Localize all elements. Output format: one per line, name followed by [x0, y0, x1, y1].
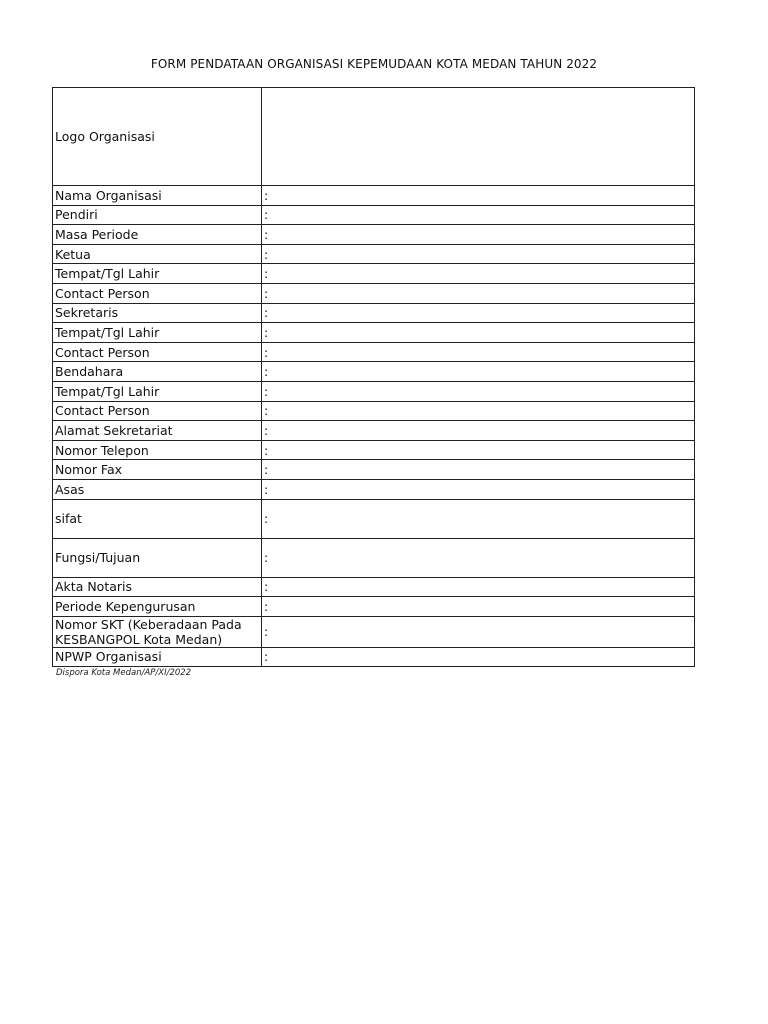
row-value-field[interactable]: :	[262, 460, 695, 480]
row-value-field[interactable]: :	[262, 362, 695, 382]
row-label: Nomor Fax	[53, 460, 262, 480]
table-row	[53, 186, 695, 206]
row-value-field[interactable]: :	[262, 421, 695, 441]
row-label: NPWP Organisasi	[53, 647, 262, 667]
row-label: Contact Person	[53, 283, 262, 303]
form-title: FORM PENDATAAN ORGANISASI KEPEMUDAAN KOTA MEDAN TAHUN 2022	[150, 57, 598, 71]
row-label: Sekretaris	[53, 303, 262, 323]
row-label: Periode Kepengurusan	[53, 597, 262, 617]
table-row	[53, 323, 695, 343]
table-row	[53, 283, 695, 303]
row-value-field[interactable]: :	[262, 401, 695, 421]
row-label: Fungsi/Tujuan	[53, 538, 262, 577]
row-label: sifat	[53, 499, 262, 538]
row-value-field[interactable]: :	[262, 440, 695, 460]
row-label: Akta Notaris	[53, 577, 262, 597]
table-row	[53, 479, 695, 499]
row-label: Bendahara	[53, 362, 262, 382]
table-row	[53, 577, 695, 597]
organization-form-table	[52, 87, 695, 667]
row-label: Tempat/Tgl Lahir	[53, 264, 262, 284]
row-label: Nomor SKT (Keberadaan Pada KESBANGPOL Kota Medan)	[53, 616, 262, 647]
row-value-field[interactable]: :	[262, 303, 695, 323]
row-value-field[interactable]: :	[262, 616, 695, 647]
row-value-field[interactable]: :	[262, 499, 695, 538]
row-label: Nama Organisasi	[53, 186, 262, 206]
row-value-field[interactable]: :	[262, 538, 695, 577]
row-value-field[interactable]: :	[262, 342, 695, 362]
row-label: Contact Person	[53, 401, 262, 421]
table-row	[53, 362, 695, 382]
row-label: Logo Organisasi	[53, 88, 262, 186]
row-label: Masa Periode	[53, 225, 262, 245]
row-value-field[interactable]: :	[262, 205, 695, 225]
table-row	[53, 538, 695, 577]
table-row	[53, 401, 695, 421]
row-value-field[interactable]: :	[262, 186, 695, 206]
logo-placeholder[interactable]	[262, 88, 695, 186]
table-row	[53, 597, 695, 617]
table-row	[53, 225, 695, 245]
table-row	[53, 499, 695, 538]
row-value-field[interactable]: :	[262, 323, 695, 343]
row-value-field[interactable]: :	[262, 264, 695, 284]
row-value-field[interactable]: :	[262, 577, 695, 597]
row-label: Tempat/Tgl Lahir	[53, 381, 262, 401]
row-value-field[interactable]: :	[262, 283, 695, 303]
row-label: Contact Person	[53, 342, 262, 362]
row-value-field[interactable]: :	[262, 244, 695, 264]
table-row	[53, 264, 695, 284]
row-label: Ketua	[53, 244, 262, 264]
row-value-field[interactable]: :	[262, 647, 695, 667]
row-label: Asas	[53, 479, 262, 499]
table-row	[53, 303, 695, 323]
row-value-field[interactable]: :	[262, 479, 695, 499]
row-value-field[interactable]: :	[262, 597, 695, 617]
table-row	[53, 381, 695, 401]
row-label: Nomor Telepon	[53, 440, 262, 460]
row-label: Tempat/Tgl Lahir	[53, 323, 262, 343]
table-row	[53, 440, 695, 460]
table-row	[53, 616, 695, 647]
document-code-footer: Dispora Kota Medan/AP/XI/2022	[56, 668, 192, 678]
row-label: Alamat Sekretariat	[53, 421, 262, 441]
row-label: Pendiri	[53, 205, 262, 225]
table-row-logo	[53, 88, 695, 186]
table-row	[53, 460, 695, 480]
table-row	[53, 647, 695, 667]
table-row	[53, 421, 695, 441]
table-row	[53, 342, 695, 362]
row-value-field[interactable]: :	[262, 381, 695, 401]
row-value-field[interactable]: :	[262, 225, 695, 245]
table-row	[53, 205, 695, 225]
table-row	[53, 244, 695, 264]
